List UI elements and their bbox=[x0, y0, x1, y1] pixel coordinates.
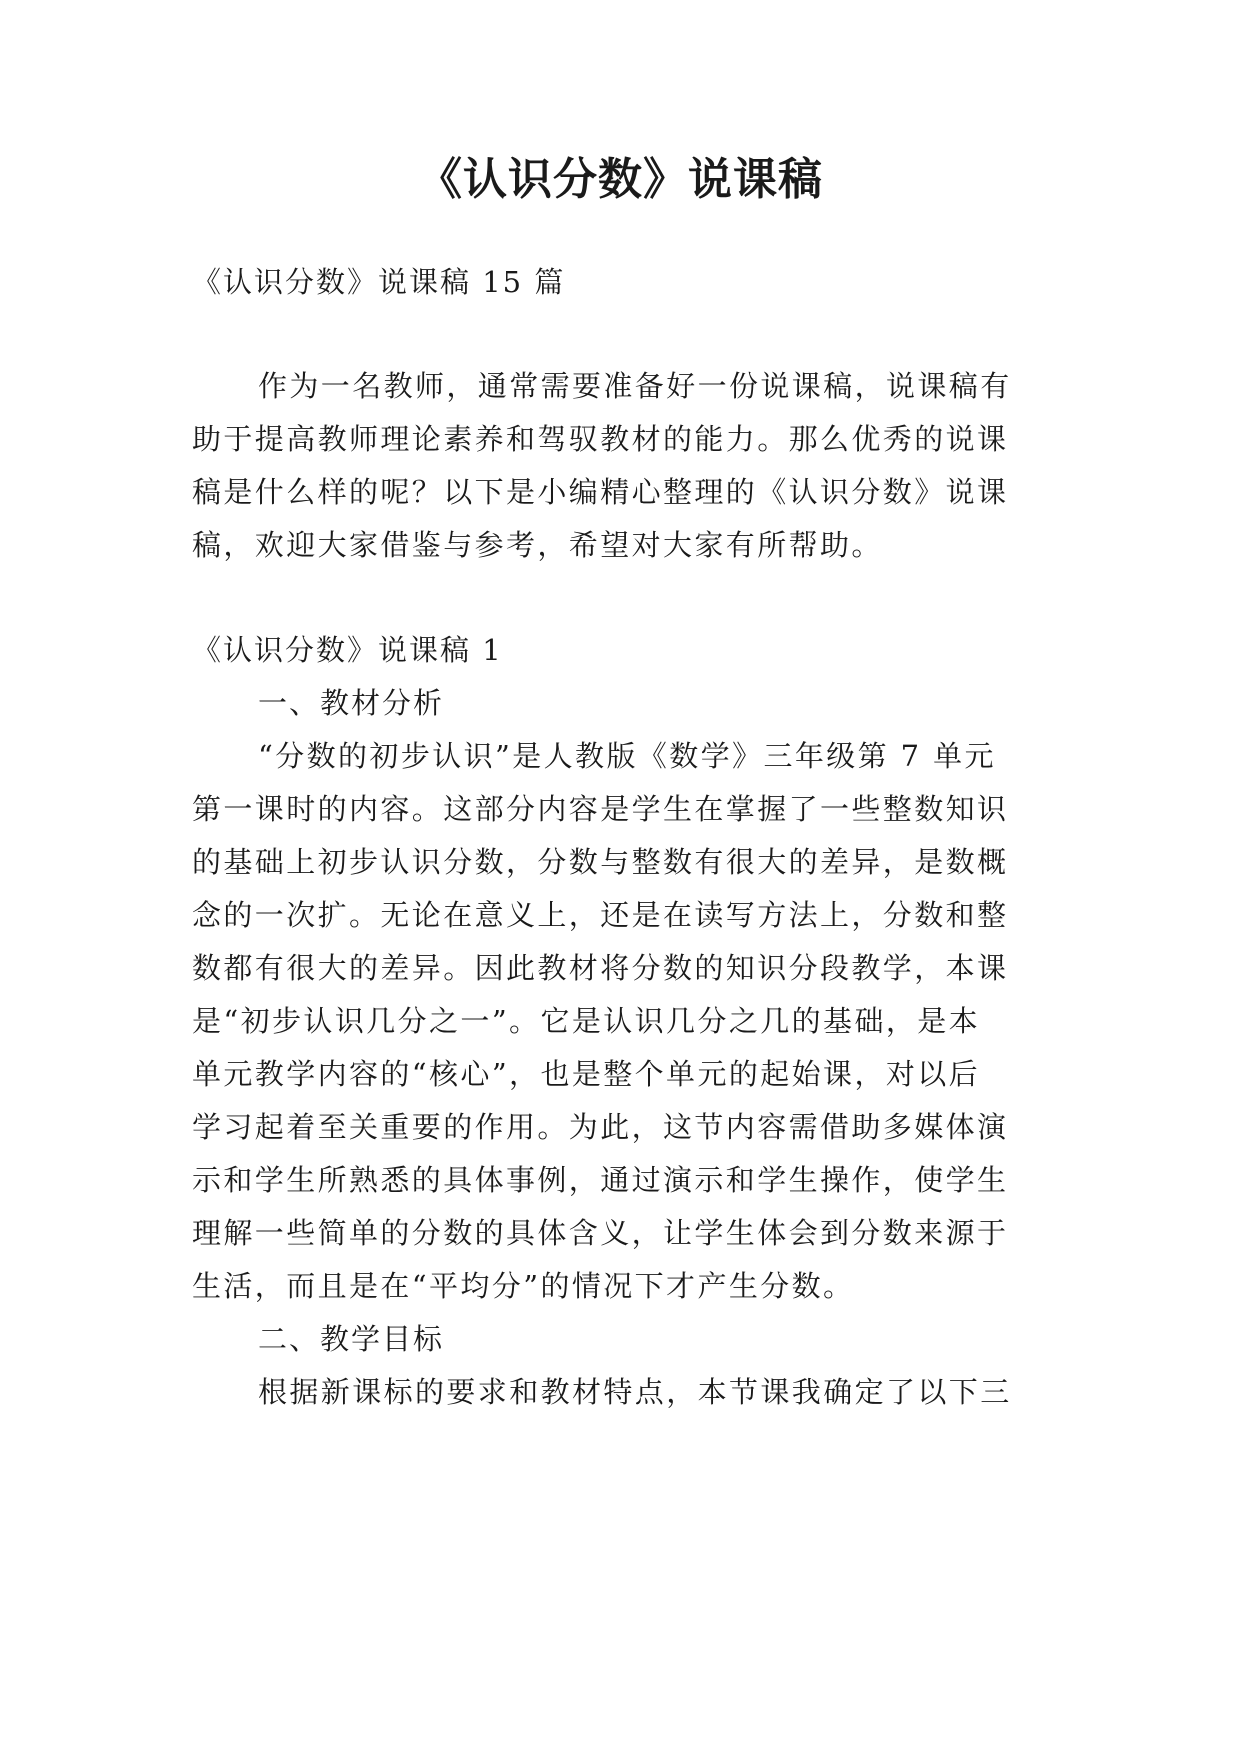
intro-line: 稿是什么样的呢？以下是小编精心整理的《认识分数》说课 bbox=[192, 475, 1009, 509]
analysis-line: 生活，而且是在“平均分”的情况下才产生分数。 bbox=[192, 1269, 855, 1303]
analysis-line: 理解一些简单的分数的具体含义，让学生体会到分数来源于 bbox=[192, 1216, 1009, 1250]
intro-line: 作为一名教师，通常需要准备好一份说课稿，说课稿有 bbox=[258, 369, 1012, 403]
analysis-line: 念的一次扩。无论在意义上，还是在读写方法上，分数和整 bbox=[192, 898, 1009, 932]
intro-line: 助于提高教师理论素养和驾驭教材的能力。那么优秀的说课 bbox=[192, 422, 1009, 456]
analysis-line: 单元教学内容的“核心”，也是整个单元的起始课，对以后 bbox=[192, 1057, 981, 1091]
analysis-line: 第一课时的内容。这部分内容是学生在掌握了一些整数知识 bbox=[192, 792, 1009, 826]
analysis-line: 示和学生所熟悉的具体事例，通过演示和学生操作，使学生 bbox=[192, 1163, 1009, 1197]
document-title: 《认识分数》说课稿 bbox=[418, 154, 823, 205]
heading-goals: 二、教学目标 bbox=[258, 1322, 445, 1356]
goals-line: 根据新课标的要求和教材特点，本节课我确定了以下三 bbox=[258, 1375, 1012, 1409]
intro-line: 稿，欢迎大家借鉴与参考，希望对大家有所帮助。 bbox=[192, 528, 883, 562]
analysis-line: “分数的初步认识”是人教版《数学》三年级第 7 单元 bbox=[258, 739, 996, 773]
heading-analysis: 一、教材分析 bbox=[258, 686, 445, 720]
analysis-line: 学习起着至关重要的作用。为此，这节内容需借助多媒体演 bbox=[192, 1110, 1009, 1144]
document-subtitle: 《认识分数》说课稿 15 篇 bbox=[192, 265, 566, 299]
analysis-line: 是“初步认识几分之一”。它是认识几分之几的基础，是本 bbox=[192, 1004, 981, 1038]
analysis-line: 的基础上初步认识分数，分数与整数有很大的差异，是数概 bbox=[192, 845, 1009, 879]
analysis-line: 数都有很大的差异。因此教材将分数的知识分段教学，本课 bbox=[192, 951, 1009, 985]
section-title: 《认识分数》说课稿 1 bbox=[192, 633, 503, 667]
